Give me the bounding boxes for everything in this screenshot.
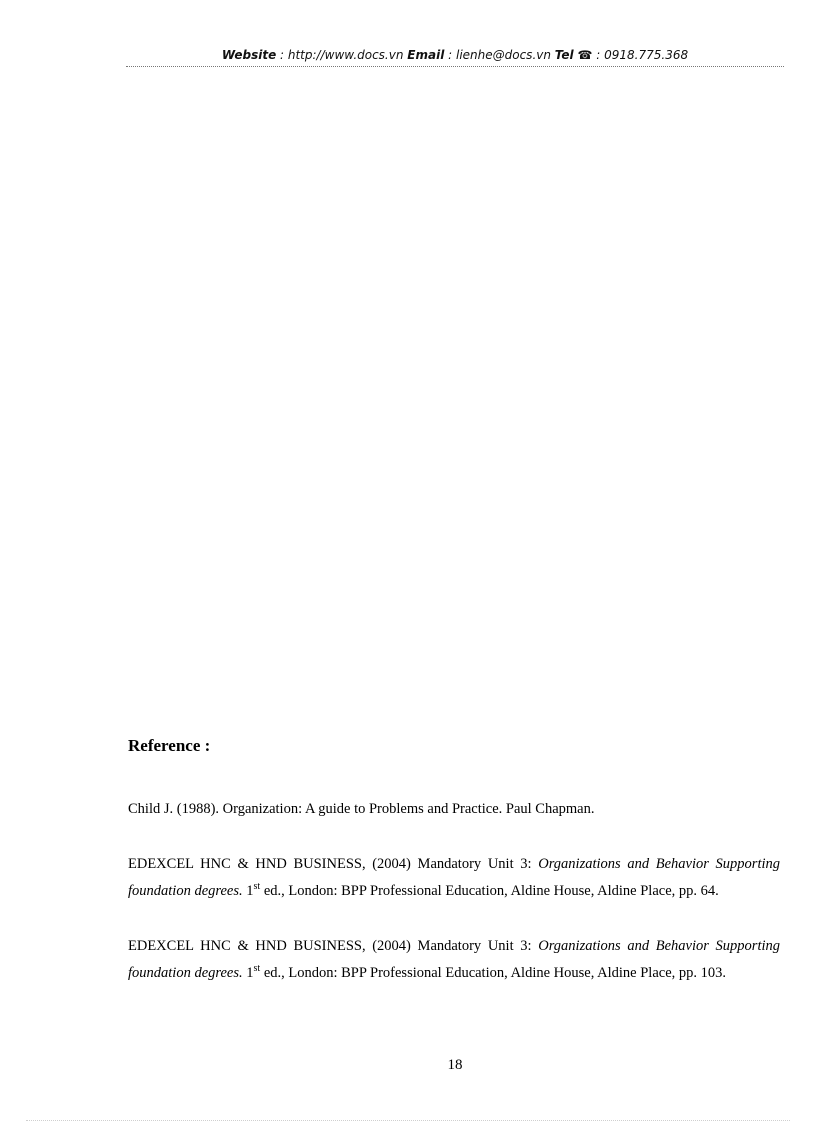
header-divider [126,66,784,67]
tel-label: Tel [554,48,574,62]
page-header [126,48,784,62]
email-address: : lienhe@docs.vn [444,48,555,62]
phone-icon: ☎ [577,48,593,62]
reference-prefix: EDEXCEL HNC & HND BUSINESS, (2004) Mandatory Unit 3: [128,937,539,954]
reference-edition-suffix: st [253,881,261,893]
reference-title: Organizations and Behavior Supporting foundation degrees. [128,937,780,981]
reference-prefix: EDEXCEL HNC & HND BUSINESS, (2004) Mandatory Unit 3: [128,855,539,872]
reference-publisher: ed., London: BPP Professional Education, Aldine House, Aldine Place, pp. 103. [260,965,727,981]
reference-heading: Reference : [128,736,211,755]
reference-title: Organizations and Behavior Supporting foundation degrees. [128,855,780,899]
reference-text: Child J. (1988). Organization: A guide to Problems and Practice. Paul Chapman. [128,801,595,817]
reference-edition: 1 [242,883,254,899]
reference-item [128,851,780,906]
website-label: Website [221,48,277,62]
reference-edition: 1 [242,965,254,981]
reference-edition-suffix: st [253,963,261,975]
email-label: Email [407,48,445,62]
reference-item [128,933,780,988]
website-url: : http://www.docs.vn [276,48,408,62]
reference-item [128,796,780,824]
reference-list [128,796,780,1015]
page-number: 18 [447,1057,463,1073]
footer-divider [26,1120,790,1121]
tel-number: : 0918.775.368 [592,48,689,62]
reference-publisher: ed., London: BPP Professional Education, Aldine House, Aldine Place, pp. 64. [260,883,719,899]
